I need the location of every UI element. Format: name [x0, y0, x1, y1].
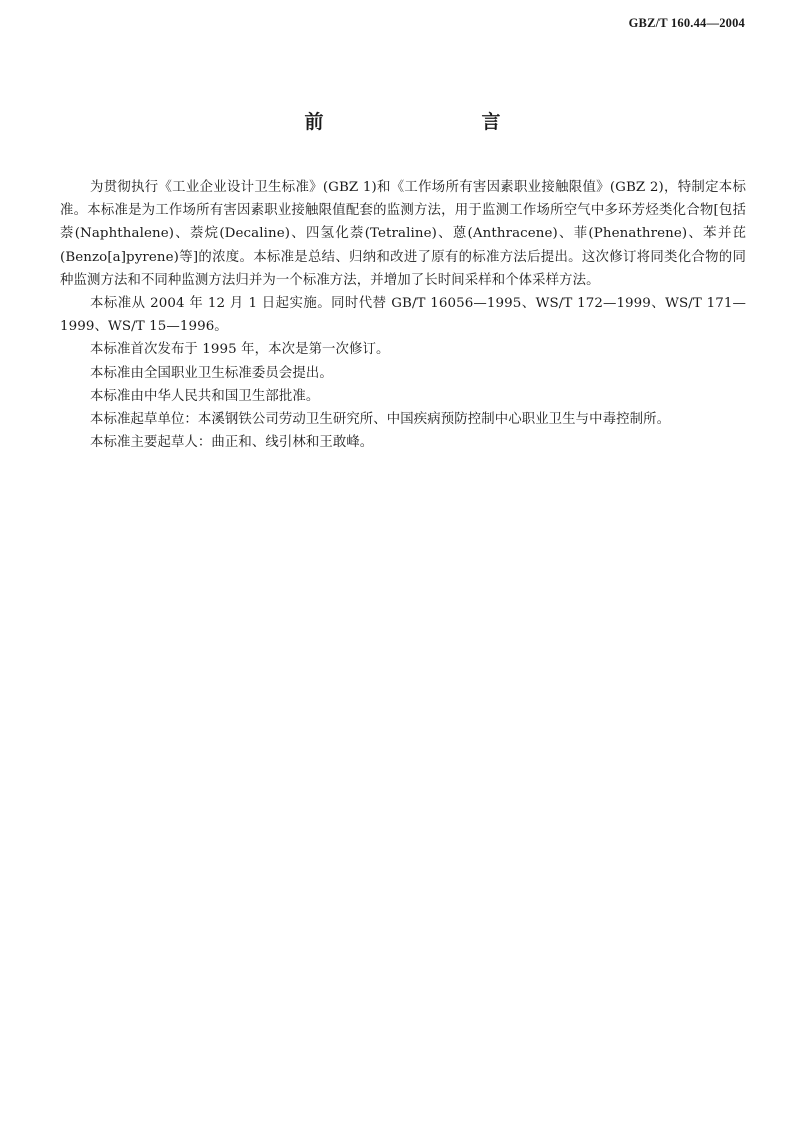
paragraph-drafting-units: 本标准起草单位：本溪钢铁公司劳动卫生研究所、中国疾病预防控制中心职业卫生与中毒控制所。 — [90, 412, 671, 428]
paragraph-approver: 本标准由中华人民共和国卫生部批准。 — [90, 388, 320, 404]
standard-code: GBZ/T 160.44—2004 — [628, 16, 745, 30]
paragraph-effective-date: 本标准从 2004 年 12 月 1 日起实施。同时代替 GB/T 16056—1995、WS/T 172—1999、WS/T 171—1999、WS/T 15—1996。 — [60, 296, 746, 335]
page-title: 前 言 — [304, 110, 541, 133]
paragraph-drafters: 本标准主要起草人：曲正和、线引林和王敢峰。 — [90, 435, 374, 451]
paragraph-proposer: 本标准由全国职业卫生标准委员会提出。 — [90, 365, 333, 381]
paragraph-first-release: 本标准首次发布于 1995 年，本次是第一次修订。 — [90, 342, 390, 358]
paragraph-purpose: 为贯彻执行《工业企业设计卫生标准》(GBZ 1)和《工作场所有害因素职业接触限值》(GBZ 2)，特制定本标准。本标准是为工作场所有害因素职业接触限值配套的监测方法，用于监测工作场所空气中多环芳烃类化合物[包括萘(Naphthalene)、萘烷(Decaline)、四氢化萘(Tetraline)、蒽(Anthracene)、菲(Phenathrene)、苯并芘(Benzo[a]pyrene)等]的浓度。本标准是总结、归纳和改进了原有的标准方法后提出。这次修订将同类化合物的同种监测方法和不同种监测方法归并为一个标准方法，并增加了长时间采样和个体采样方法。 — [60, 180, 746, 288]
document-body — [60, 176, 746, 454]
